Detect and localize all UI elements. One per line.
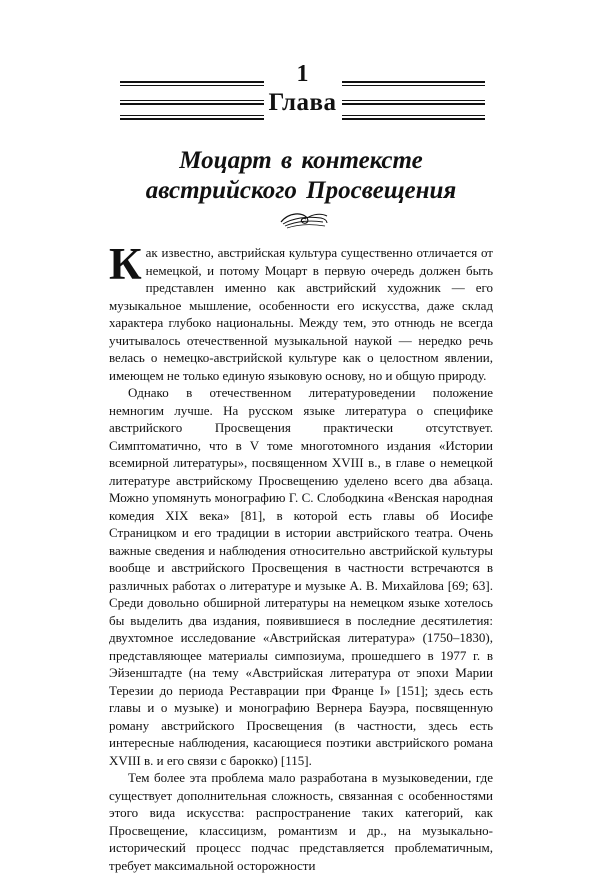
paragraph-text: ак известно, австрийская культура существенно отличается от немецкой, и потому Моцарт в первую очередь должен быть представлен именно как австрийский художник — его музыкальное мышление, особенности его искусства, даже склад характера глубоко национальны. Между тем, это отнюдь не всегда учитывалось отечественной музыкальной наукой — нередко речь велась о немецко-австрийской культуре как о целостном явлении, имеющем не только единую языковую основу, но и общую природу.	[109, 245, 493, 383]
decorative-flourish-icon	[277, 208, 331, 230]
paragraph: Тем более эта проблема мало разработана в музыковедении, где существует дополнительная сложность, связанная с особенностями этого вида искусства: распространение таких категорий, как Просвещение, классицизм, романтизм и др., на музыкально-исторический процесс подчас представляется проблематичным, требует максимальной осторожности	[109, 770, 493, 873]
paragraph: Однако в отечественном литературоведении положение немногим лучше. На русском языке литература о специфике австрийского Просвещения практически отсутствует. Симптоматично, что в V томе многотомного издания «Истории всемирной литературы», посвященном XVIII в., в главе о немецкой литературе австрийскому Просвещению уделено всего два абзаца. Можно упомянуть монографию Г. С. Слободкина «Венская народная комедия XIX века» [81], в которой есть главы об Иосифе Страницком и его традиции в истории австрийского театра. Очень важные сведения и наблюдения относительно австрийской культуры вообще и австрийского Просвещения в частности встречаются в различных работах о литературе и музыке А. В. Михайлова [69; 63]. Среди довольно обширной литературы на немецком языке хотелось бы выделить два издания, появившиеся в последние десятилетия: двухтомное исследование «Австрийская литература» (1750–1830), представляющее материалы симпозиума, прошедшего в 1977 г. в Эйзенштадте (на тему «Австрийская литература от эпохи Марии Терезии до периода Реставрации при Франце I» [151]; здесь есть главы и о музыке) и монографию Вернера Бауэра, посвященную роману австрийского Просвещения (в частности, здесь есть интересные наблюдения, касающиеся поэтики австрийского романа XVIII в. и его связи с барокко) [115].	[109, 385, 493, 768]
chapter-title	[100, 146, 502, 206]
drop-cap: К	[109, 239, 142, 289]
chapter-header	[120, 61, 485, 120]
chapter-number: 1	[296, 61, 309, 87]
chapter-word: Глава	[268, 89, 337, 116]
chapter-title-line-1: Моцарт в контексте	[179, 147, 423, 174]
body-text	[109, 239, 493, 874]
chapter-label	[264, 61, 342, 120]
chapter-title-line-2: австрийского Просвещения	[145, 177, 457, 204]
paragraph	[109, 239, 493, 384]
